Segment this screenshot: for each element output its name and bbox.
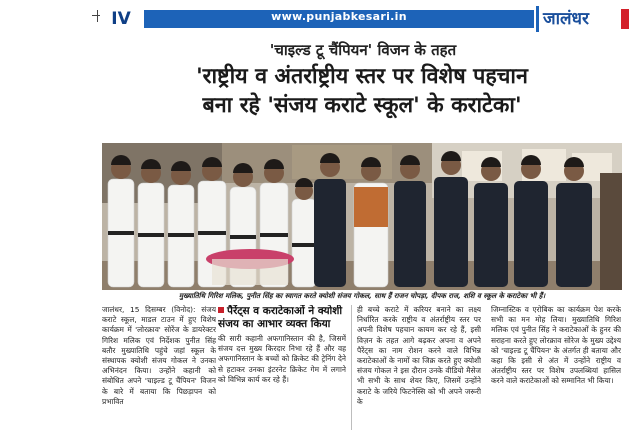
website-bar bbox=[144, 10, 534, 28]
main-headline bbox=[102, 62, 622, 120]
photo-caption: मुख्यातिथि गिरिश मलिक, पुनीत सिंह का स्वागत करते क्योशी संजय गोकल, साथ हैं राजन चोपड़ा, दीपक राज, शशि व स्कूल के कराटेका भी हैं। bbox=[178, 292, 546, 300]
article-column-1 bbox=[102, 305, 216, 430]
headline-line-2: बना रहे 'संजय कराटे स्कूल' के कराटेका' bbox=[202, 93, 522, 118]
website-url[interactable]: www.punjabkesari.in bbox=[271, 10, 407, 23]
column-divider bbox=[351, 305, 352, 430]
column-4-text: जिम्नास्टिक व एरोबिक का कार्यक्रम पेश करके सभी का मन मोह लिया। मुख्यातिथि गिरिश मलिक एवं पुनीत सिंह ने कराटेकाओं के हुनर की सराहना करते हुए लोरक्राव सोरेज के मुख्य उद्देश्य को 'चाइल्ड टू चैंपियन' के अंतर्गत ही बताया और कहा कि इसी से अंत में उन्होंने राष्ट्रीय व अंतर्राष्ट्रीय स्तर पर विशेष उपलब्धियां हासिल करने वाले कराटेकाओं को सम्मानित भी किया। bbox=[491, 305, 621, 386]
column-3-text: ही बच्चे कराटे में करियर बनाने का लक्ष्य निर्धारित करके राष्ट्रीय व अंतर्राष्ट्रीय स्तर पर अपनी विशेष पहचान कायम कर रहे हैं, इसी विज़न के तहत आगे बढ़कर अपना व अपने पैरेंट्स का नाम रोशन करने वाले विभिन्न कराटेकाओं के नामों का जिक्र करते हुए क्योशी संजय गोकल ने इस दौरान उनके वीडियो मैसेज भी सभी के साथ शेयर किए, जिसमें उन्होंने कराटे के जरिये फिटनेस्सि को भी अपने जरूरी के bbox=[357, 305, 481, 406]
page-number: IV bbox=[100, 8, 142, 30]
city-name: जालंधर bbox=[543, 9, 589, 29]
red-accent-bar bbox=[621, 9, 629, 29]
article-column-3 bbox=[357, 305, 481, 430]
kicker-headline: 'चाइल्ड टू चैंपियन' विजन के तहत bbox=[269, 41, 457, 59]
subheading bbox=[218, 305, 346, 331]
column-2-text: की सारी कहानी अफगानिस्तान की है, जिसमें संजय दत्त मुख्य किरदार निभा रहे हैं और वह अफगानिस्तान के बच्चों को क्रिकेट की ट्रेनिंग देने से हटाकर उनका इंटरनेट क्रिकेट गेम में लगाने को विभिन्न कार्य कर रहे हैं। bbox=[218, 334, 346, 384]
subheading-text: पैरेंट्स व कराटेकाओं ने क्योशी संजय का आभार व्यक्त किया bbox=[218, 305, 343, 330]
column-1-text: जालंधर, 15 दिसम्बर (विनोद): संजय कराटे स्कूल, माडल टाउन में हुए विशेष कार्यक्रम में 'लोरक्राव' सोरेंज के डायरेक्टर गिरिश मलिक एवं निर्देशक पुनीत सिंह बतौर मुख्यातिथि पहुंचे जहां स्कूल के संस्थापक क्योशी संजय गोकल ने उनका अभिनंदन किया। उन्होंने कहानी को संबोधित अपने 'चाइल्ड टू चैंपियन' विजन के बारे में बताया कि पिछड़ापन को प्रभावित bbox=[102, 305, 216, 406]
news-photo bbox=[102, 143, 622, 290]
edition-label bbox=[536, 6, 629, 32]
headline-line-1: 'राष्ट्रीय व अंतर्राष्ट्रीय स्तर पर विशेष पहचान bbox=[196, 64, 528, 89]
group-photo-illustration bbox=[102, 143, 622, 290]
page-header bbox=[100, 8, 626, 30]
article-column-2 bbox=[218, 305, 346, 430]
red-bullet-icon bbox=[218, 307, 224, 313]
article-column-4 bbox=[491, 305, 621, 430]
